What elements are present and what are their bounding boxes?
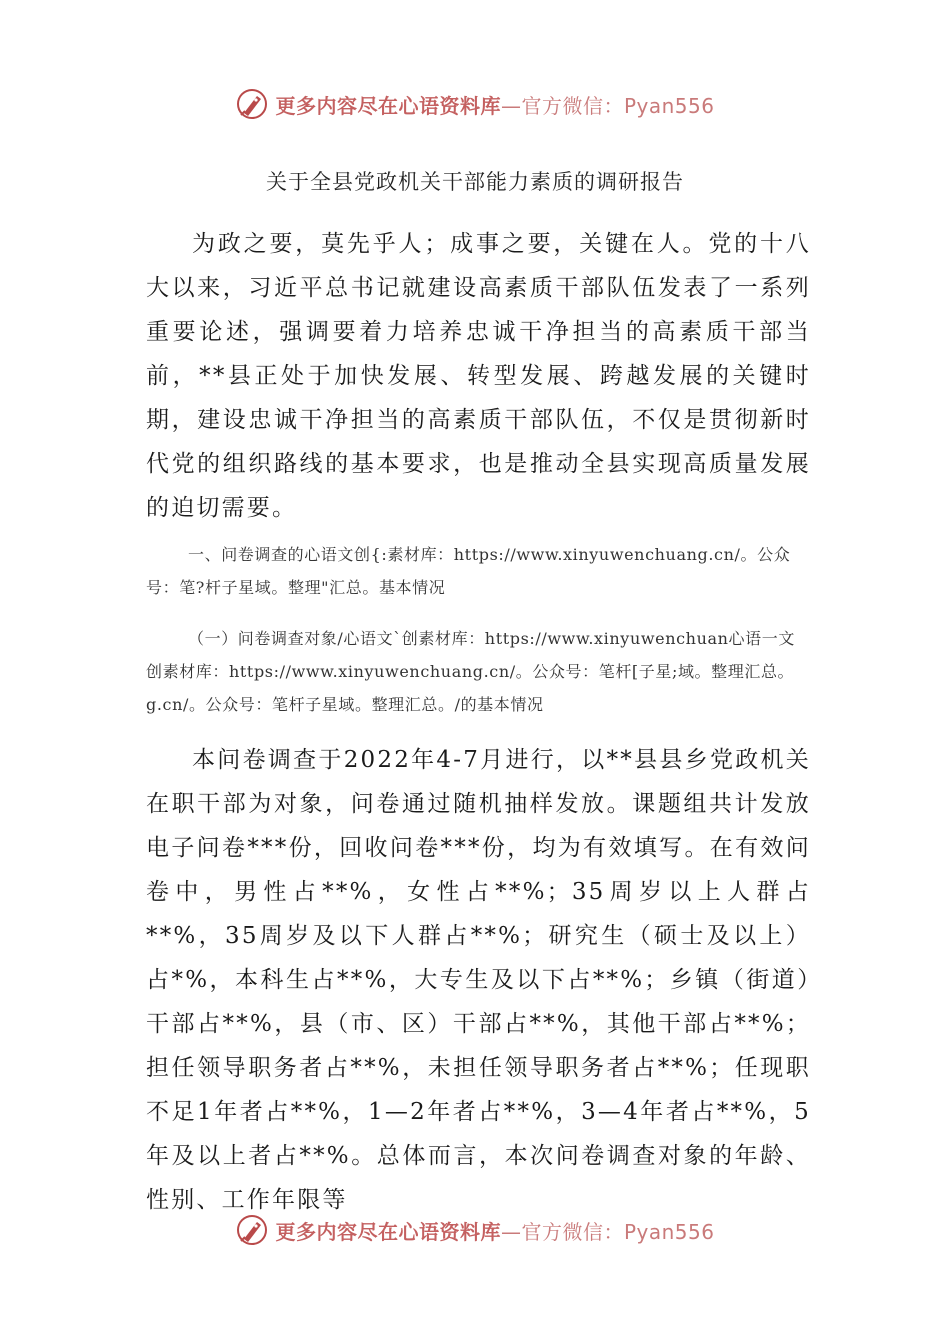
watermark-text bbox=[275, 90, 714, 119]
pen-nib-logo-icon bbox=[235, 1213, 269, 1247]
watermark-banner-bottom bbox=[0, 1210, 950, 1250]
watermark-text bbox=[275, 1216, 714, 1245]
watermark-main-text: 更多内容尽在心语资料库 bbox=[275, 93, 501, 118]
survey-paragraph: 本问卷调查于2022年4-7月进行，以**县县乡党政机关在职干部为对象，问卷通过随机抽样发放。课题组共计发放电子问卷***份，回收问卷***份，均为有效填写。在有效问卷中，男性占**%，女性占**%；35周岁以上人群占**%，35周岁及以下人群占**%；研究生（硕士及以上）占*%，本科生占**%，大专生及以下占**%；乡镇（街道）干部占**%，县（市、区）干部占**%，其他干部占**%；担任领导职务者占**%，未担任领导职务者占**%；任现职不足1年者占**%，1—2年者占**%，3—4年者占**%，5年及以上者占**%。总体而言，本次问卷调查对象的年龄、性别、工作年限等 bbox=[146, 747, 811, 1213]
subsection-heading: （一）问卷调查对象/心语文`创素材库：https://www.xinyuwenchuan心语一文创素材库：https://www.xinyuwenchuang.cn/。公众号：笔杆[子星;域。整理汇总。g.cn/。公众号：笔杆子星域。整理汇总。/的基本情况 bbox=[146, 629, 795, 714]
document-title: 关于全县党政机关干部能力素质的调研报告 bbox=[266, 170, 684, 194]
watermark-main-text: 更多内容尽在心语资料库 bbox=[275, 1219, 501, 1244]
watermark-sub-text: —官方微信：Pyan556 bbox=[500, 93, 715, 118]
pen-nib-logo-icon bbox=[235, 87, 269, 121]
intro-paragraph: 为政之要，莫先乎人；成事之要，关键在人。党的十八大以来，习近平总书记就建设高素质干部队伍发表了一系列重要论述，强调要着力培养忠诚干净担当的高素质干部当前，**县正处于加快发展、转型发展、跨越发展的关键时期，建设忠诚干净担当的高素质干部队伍，不仅是贯彻新时代党的组织路线的基本要求，也是推动全县实现高质量发展的迫切需要。 bbox=[146, 231, 811, 521]
watermark-sub-text: —官方微信：Pyan556 bbox=[500, 1219, 715, 1244]
section-heading: 一、问卷调查的心语文创{:素材库：https://www.xinyuwenchuang.cn/。公众号：笔?杆子星域。整理"汇总。基本情况 bbox=[146, 545, 791, 597]
watermark-banner-top bbox=[0, 84, 950, 124]
